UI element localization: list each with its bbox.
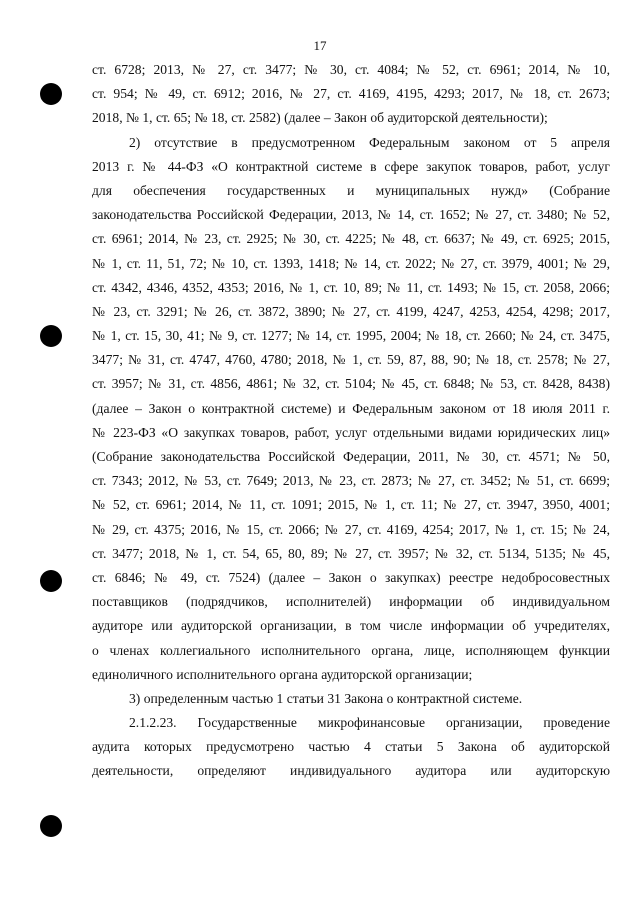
- text-line: аудиторе или аудиторской организации, в том числе информации об учредителях,: [92, 618, 610, 634]
- text-line: 2) отсутствие в предусмотренном Федеральным законом от 5 апреля: [129, 134, 610, 150]
- text-line: № 23, ст. 3291; № 26, ст. 3872, 3890; № 27, ст. 4199, 4247, 4253, 4254, 4298; 2017,: [92, 303, 610, 319]
- punch-hole: [40, 815, 62, 837]
- text-line: (Собрание законодательства Российской Федерации, 2011, № 30, ст. 4571; № 50,: [92, 449, 610, 464]
- text-line: аудита которых предусмотрено частью 4 статьи 5 Закона об аудиторской: [92, 739, 610, 755]
- text-line: ст. 7343; 2012, № 53, ст. 7649; 2013, № 23, ст. 2873; № 27, ст. 3452; № 51, ст. 6699;: [92, 473, 610, 489]
- text-line: о членах коллегиального исполнительного органа, лице, исполняющем функции: [92, 642, 610, 658]
- punch-hole: [40, 325, 62, 347]
- text-line: деятельности, определяют индивидуального аудитора или аудиторскую: [92, 763, 610, 779]
- text-line: единоличного исполнительного органа аудиторской организации;: [92, 666, 473, 682]
- text-line: № 1, ст. 11, 51, 72; № 10, ст. 1393, 1418; № 14, ст. 2022; № 27, ст. 3979, 4001; № 29,: [92, 255, 610, 271]
- text-line: ст. 954; № 49, ст. 6912; 2016, № 27, ст. 4169, 4195, 4293; 2017, № 18, ст. 2673;: [92, 86, 610, 102]
- text-line: 2013 г. № 44-ФЗ «О контрактной системе в сфере закупок товаров, работ, услуг: [92, 158, 610, 174]
- text-line: ст. 3957; № 31, ст. 4856, 4861; № 32, ст. 5104; № 45, ст. 6848; № 53, ст. 8428, 8438): [92, 376, 610, 392]
- text-line: ст. 6961; 2014, № 23, ст. 2925; № 30, ст. 4225; № 48, ст. 6637; № 49, ст. 6925; 2015,: [92, 231, 610, 247]
- text-line: для обеспечения государственных и муниципальных нужд» (Собрание: [92, 182, 610, 198]
- text-line: ст. 4342, 4346, 4352, 4353; 2016, № 1, ст. 10, 89; № 11, ст. 1493; № 15, ст. 2058, 2066;: [92, 279, 610, 295]
- text-line: ст. 3477; 2018, № 1, ст. 54, 65, 80, 89; № 27, ст. 3957; № 32, ст. 5134, 5135; № 45,: [92, 545, 610, 561]
- text-line: 3) определенным частью 1 статьи 31 Закона о контрактной системе.: [129, 690, 523, 706]
- text-line: 2018, № 1, ст. 65; № 18, ст. 2582) (далее – Закон об аудиторской деятельности);: [92, 110, 548, 126]
- punch-hole: [40, 83, 62, 105]
- text-line: ст. 6846; № 49, ст. 7524) (далее – Закон о закупках) реестре недобросовестных: [92, 569, 610, 585]
- page-number: 17: [313, 38, 327, 53]
- text-line: № 52, ст. 6961; 2014, № 11, ст. 1091; 2015, № 1, ст. 11; № 27, ст. 3947, 3950, 4001;: [92, 497, 610, 513]
- text-line: № 29, ст. 4375; 2016, № 15, ст. 2066; № 27, ст. 4169, 4254; 2017, № 1, ст. 15; № 24,: [92, 521, 610, 537]
- text-line: 3477; № 31, ст. 4747, 4760, 4780; 2018, № 1, ст. 59, 87, 88, 90; № 18, ст. 2578; № 27,: [92, 352, 610, 368]
- text-line: поставщиков (подрядчиков, исполнителей) информации об индивидуальном: [92, 594, 610, 610]
- document-body: [92, 58, 610, 784]
- text-line: № 223-ФЗ «О закупках товаров, работ, услуг отдельными видами юридических лиц»: [92, 424, 610, 440]
- text-line: законодательства Российской Федерации, 2013, № 14, ст. 1652; № 27, ст. 3480; № 52,: [92, 207, 610, 223]
- text-line: 2.1.2.23. Государственные микрофинансовые организации, проведение: [129, 715, 610, 731]
- text-line: № 1, ст. 15, 30, 41; № 9, ст. 1277; № 14, ст. 1995, 2004; № 18, ст. 2660; № 24, ст. 3475,: [92, 328, 610, 344]
- punch-hole: [40, 570, 62, 592]
- text-line: ст. 6728; 2013, № 27, ст. 3477; № 30, ст. 4084; № 52, ст. 6961; 2014, № 10,: [92, 62, 610, 77]
- text-line: (далее – Закон о контрактной системе) и Федеральным законом от 18 июля 2011 г.: [92, 400, 610, 416]
